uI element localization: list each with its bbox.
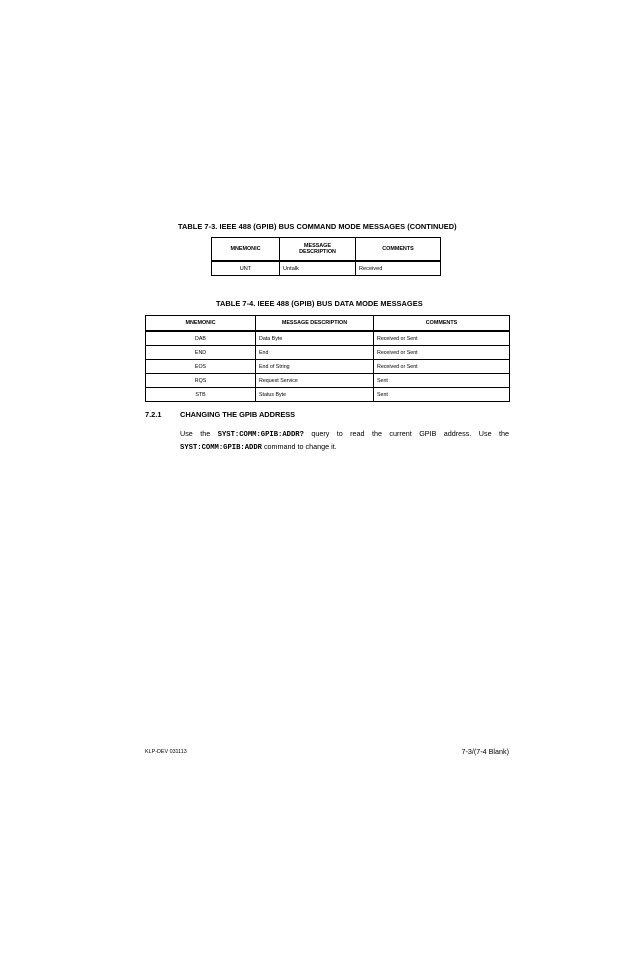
table-7-4 [145, 315, 510, 402]
table-row [146, 346, 510, 360]
footer-document-id: KLP-DEV 031113 [145, 749, 187, 755]
cell-description: Request Service [256, 374, 374, 388]
table-header-row [212, 238, 441, 262]
table-row [146, 331, 510, 346]
paragraph-text: command to change it. [261, 442, 337, 451]
cell-comments: Sent [374, 388, 510, 402]
table-7-4-title: TABLE 7-4. IEEE 488 (GPIB) BUS DATA MODE MESSAGES [216, 299, 423, 308]
cell-mnemonic: END [146, 346, 256, 360]
cell-mnemonic: EOS [146, 360, 256, 374]
table-row [146, 374, 510, 388]
section-paragraph [180, 428, 509, 454]
command-set: SYST:COMM:GPIB:ADDR [180, 444, 262, 452]
cell-description: Status Byte [256, 388, 374, 402]
header-message-description: MESSAGE DESCRIPTION [280, 238, 356, 262]
header-mnemonic: MNEMONIC [146, 316, 256, 332]
cell-description: Data Byte [256, 331, 374, 346]
cell-mnemonic: DAB [146, 331, 256, 346]
cell-mnemonic: RQS [146, 374, 256, 388]
section-number: 7.2.1 [145, 410, 162, 419]
cell-comments: Received or Sent [374, 360, 510, 374]
header-comments: COMMENTS [374, 316, 510, 332]
table-row [212, 261, 441, 276]
cell-description: End [256, 346, 374, 360]
cell-comments: Received or Sent [374, 346, 510, 360]
table-7-3 [211, 237, 441, 276]
cell-comments: Received [356, 261, 441, 276]
cell-mnemonic: UNT [212, 261, 280, 276]
cell-mnemonic: STB [146, 388, 256, 402]
cell-comments: Received or Sent [374, 331, 510, 346]
table-header-row [146, 316, 510, 332]
paragraph-text: Use the [180, 429, 218, 438]
header-comments: COMMENTS [356, 238, 441, 262]
table-7-3-title: TABLE 7-3. IEEE 488 (GPIB) BUS COMMAND MODE MESSAGES (CONTINUED) [178, 222, 457, 231]
command-query: SYST:COMM:GPIB:ADDR? [217, 431, 304, 439]
section-title: CHANGING THE GPIB ADDRESS [180, 410, 296, 419]
paragraph-text: query to read the current GPIB address. Use the [303, 429, 509, 438]
table-row [146, 360, 510, 374]
header-mnemonic: MNEMONIC [212, 238, 280, 262]
cell-comments: Sent [374, 374, 510, 388]
header-message-description: MESSAGE DESCRIPTION [256, 316, 374, 332]
cell-description: End of String [256, 360, 374, 374]
table-row [146, 388, 510, 402]
cell-description: Untalk [280, 261, 356, 276]
footer-page-number: 7-3/(7-4 Blank) [461, 747, 509, 756]
